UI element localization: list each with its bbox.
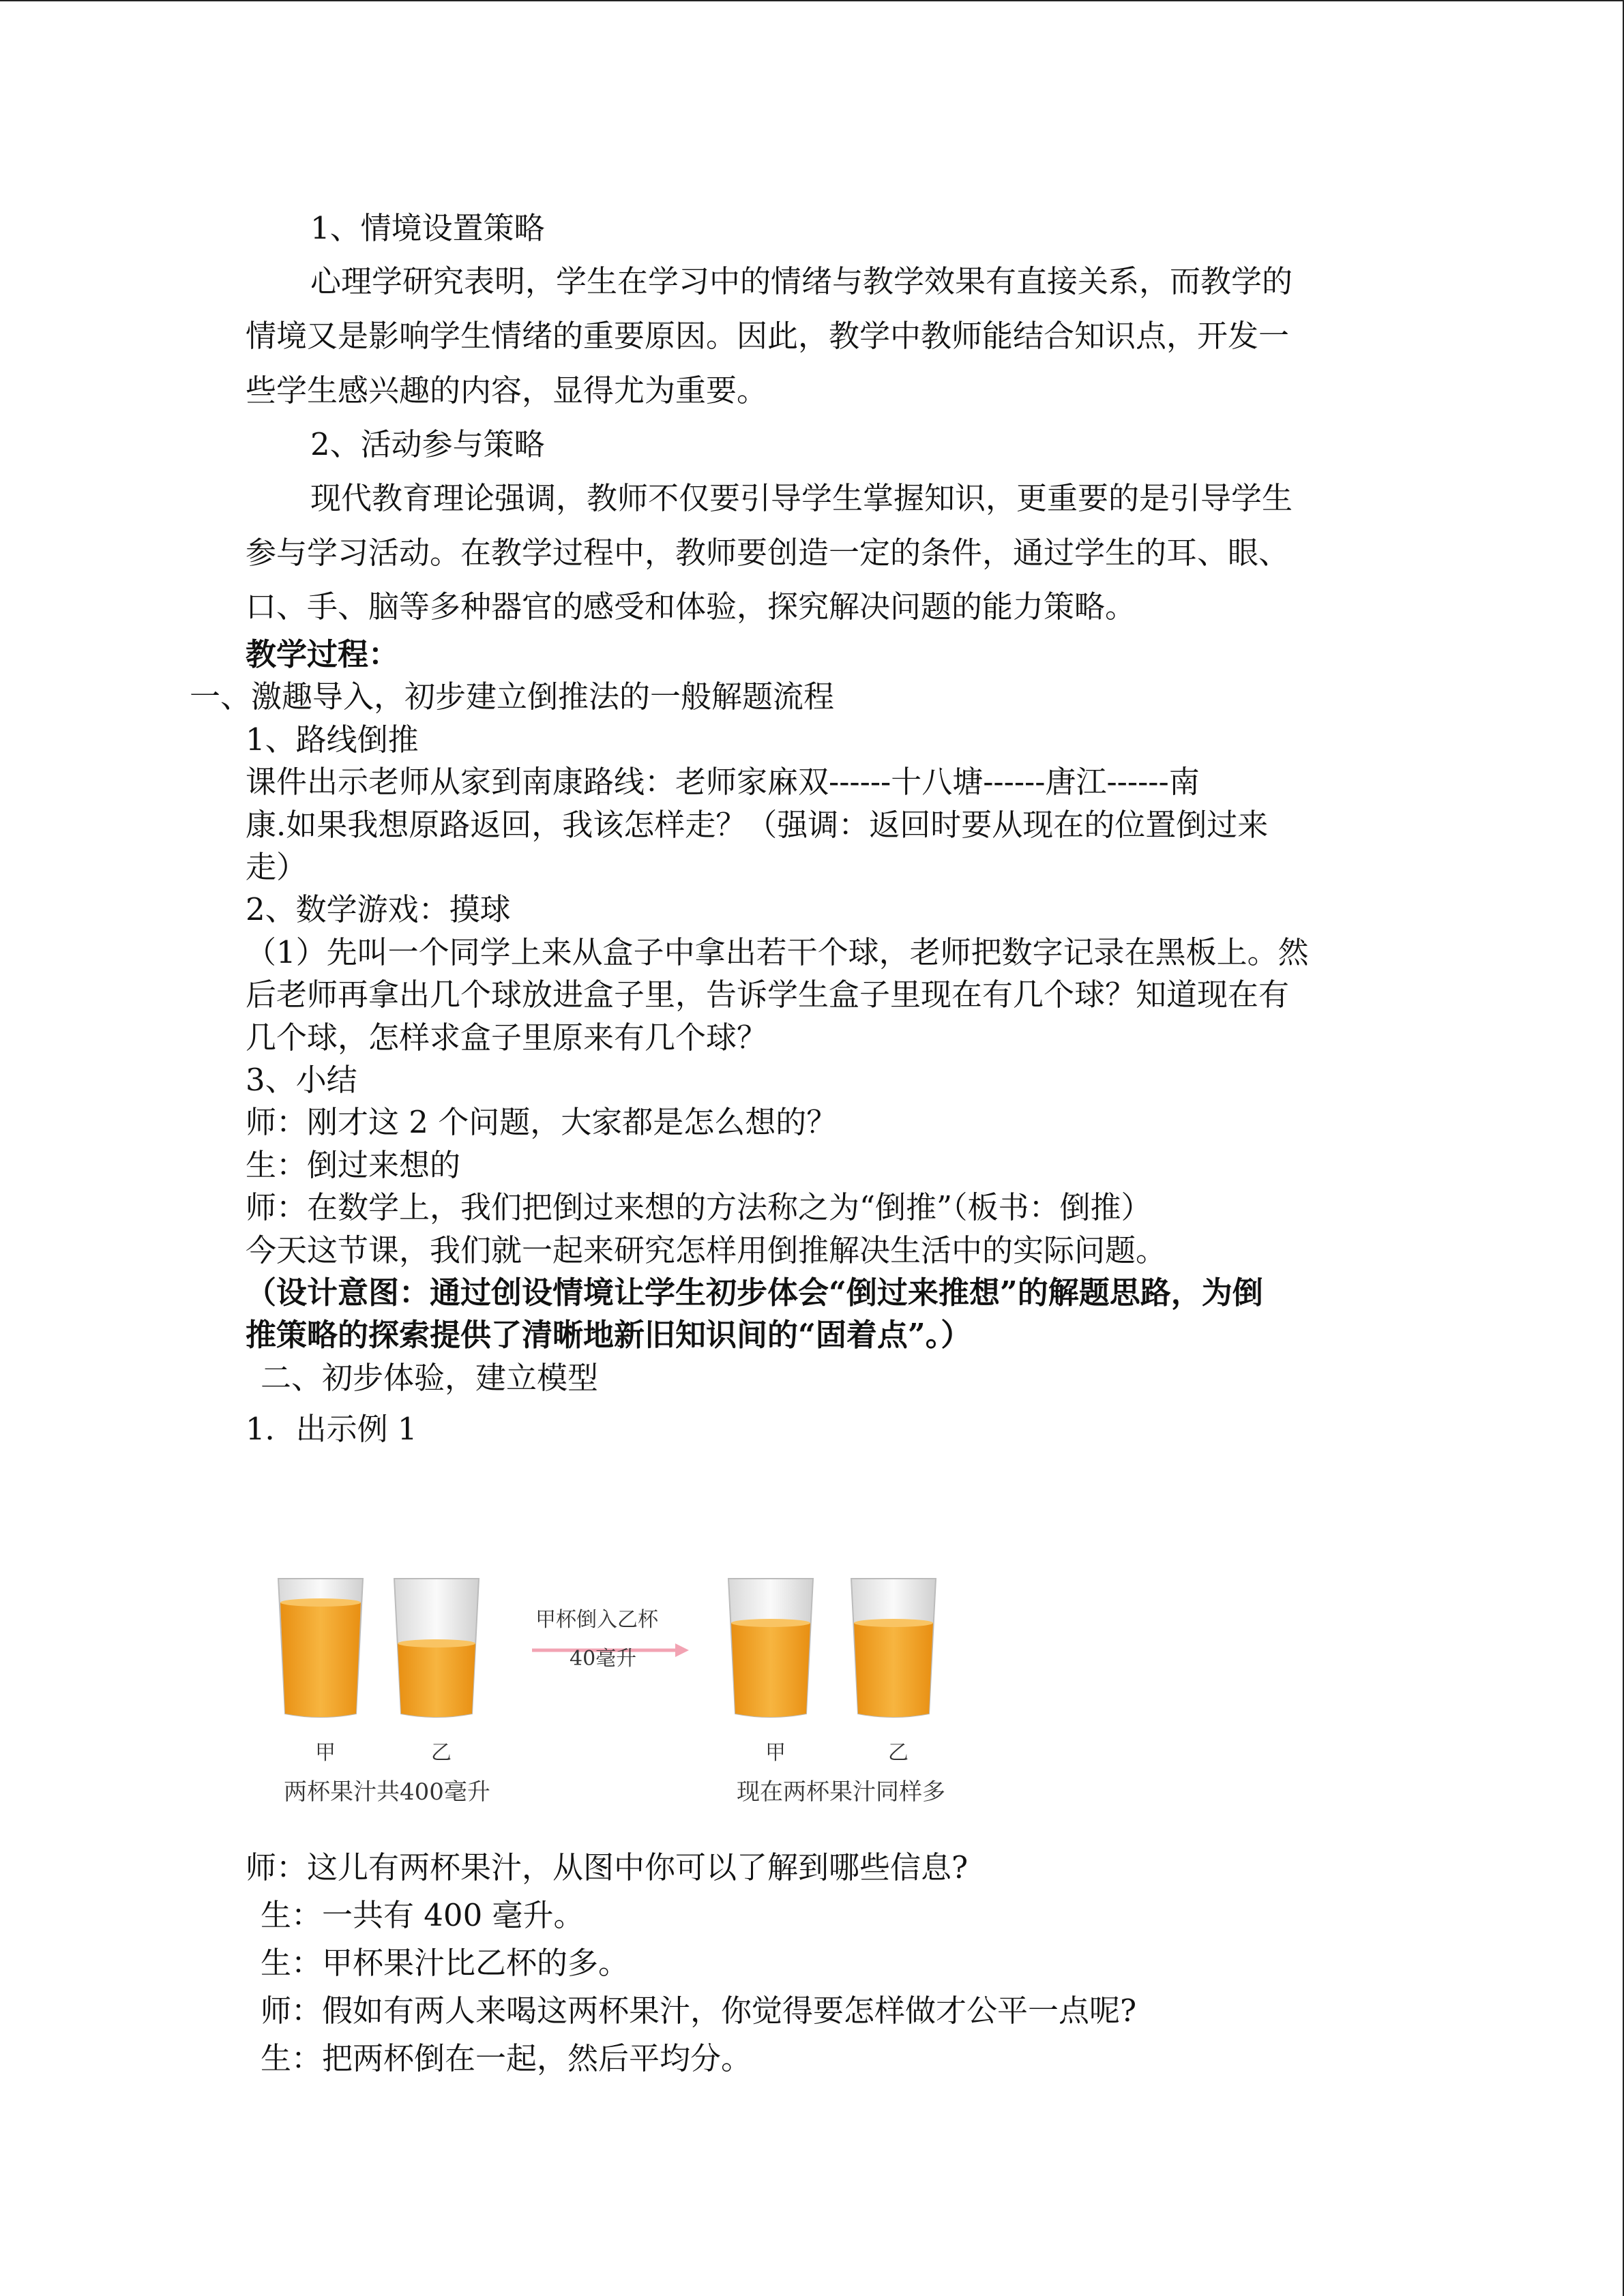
- paragraph-line: 课件出示老师从家到南康路线：老师家麻双------十八塘------唐江------南: [246, 764, 1200, 800]
- cup-jia-left: [278, 1579, 363, 1717]
- paragraph-line: 后老师再拿出几个球放进盒子里，告诉学生盒子里现在有几个球？知道现在有: [246, 976, 1290, 1013]
- paragraph-line: 些学生感兴趣的内容，显得尤为重要。: [246, 372, 768, 408]
- paragraph-line: 心理学研究表明，学生在学习中的情绪与教学效果有直接关系，而教学的: [310, 263, 1293, 299]
- paragraph-line: 情境又是影响学生情绪的重要原因。因此，教学中教师能结合知识点，开发一: [246, 318, 1290, 354]
- dialogue-line: 师：在数学上，我们把倒过来想的方法称之为“倒推”（板书：倒推）: [246, 1189, 1152, 1225]
- dialogue-line: 师：这儿有两杯果汁，从图中你可以了解到哪些信息?: [246, 1849, 969, 1885]
- dialogue-line: 生：一共有 400 毫升。: [261, 1897, 585, 1933]
- dialogue-line: 师：假如有两人来喝这两杯果汁，你觉得要怎样做才公平一点呢?: [261, 1993, 1137, 2029]
- cup-label-jia: 甲: [765, 1741, 786, 1765]
- design-intent-line: 推策略的探索提供了清晰地新旧知识间的“固着点”。）: [246, 1317, 972, 1353]
- juice-illustration: [273, 1565, 982, 1838]
- arrow-label-bottom: 40毫升: [570, 1647, 637, 1671]
- heading-activity-strategy: 2、活动参与策略: [310, 426, 545, 462]
- paragraph-line: 走）: [246, 849, 308, 885]
- dialogue-line: 生：把两杯倒在一起，然后平均分。: [261, 2040, 752, 2076]
- subheading: 3、小结: [246, 1062, 357, 1098]
- section-title-teaching-process: 教学过程：: [246, 636, 400, 672]
- subheading: 1．出示例 1: [246, 1411, 417, 1447]
- design-intent-line: （设计意图：通过创设情境让学生初步体会“倒过来推想”的解题思路，为倒: [246, 1274, 1263, 1311]
- paragraph-line: 参与学习活动。在教学过程中，教师要创造一定的条件，通过学生的耳、眼、: [246, 535, 1290, 571]
- caption-right: 现在两杯果汁同样多: [737, 1778, 945, 1806]
- cup-label-jia: 甲: [315, 1741, 336, 1765]
- paragraph-line: 今天这节课，我们就一起来研究怎样用倒推解决生活中的实际问题。: [246, 1232, 1167, 1268]
- paragraph-line: 几个球，怎样求盒子里原来有几个球？: [246, 1019, 768, 1056]
- cup-jia-right: [728, 1579, 813, 1717]
- subheading: 1、路线倒推: [246, 721, 419, 758]
- cup-label-yi: 乙: [888, 1741, 909, 1765]
- paragraph-line: 口、手、脑等多种器官的感受和体验，探究解决问题的能力策略。: [246, 588, 1136, 625]
- cup-yi-left: [394, 1579, 479, 1717]
- paragraph-line: 康.如果我想原路返回，我该怎样走？（强调：返回时要从现在的位置倒过来: [246, 807, 1269, 843]
- cup-label-yi: 乙: [431, 1741, 452, 1765]
- cup-yi-right: [851, 1579, 936, 1717]
- heading-situation-strategy: 1、情境设置策略: [310, 210, 545, 246]
- section-heading-one: 一、激趣导入，初步建立倒推法的一般解题流程: [190, 679, 835, 715]
- dialogue-line: 生：甲杯果汁比乙杯的多。: [261, 1945, 630, 1981]
- paragraph-line: （1）先叫一个同学上来从盒子中拿出若干个球，老师把数字记录在黑板上。然: [246, 934, 1309, 970]
- arrow-label-top: 甲杯倒入乙杯: [535, 1608, 658, 1632]
- subheading: 2、数学游戏：摸球: [246, 891, 511, 927]
- section-heading-two: 二、初步体验，建立模型: [261, 1360, 599, 1396]
- dialogue-line: 生：倒过来想的: [246, 1147, 461, 1183]
- dialogue-line: 师：刚才这 2 个问题，大家都是怎么想的？: [246, 1104, 838, 1140]
- paragraph-line: 现代教育理论强调，教师不仅要引导学生掌握知识，更重要的是引导学生: [310, 480, 1293, 516]
- caption-left: 两杯果汁共400毫升: [284, 1778, 490, 1806]
